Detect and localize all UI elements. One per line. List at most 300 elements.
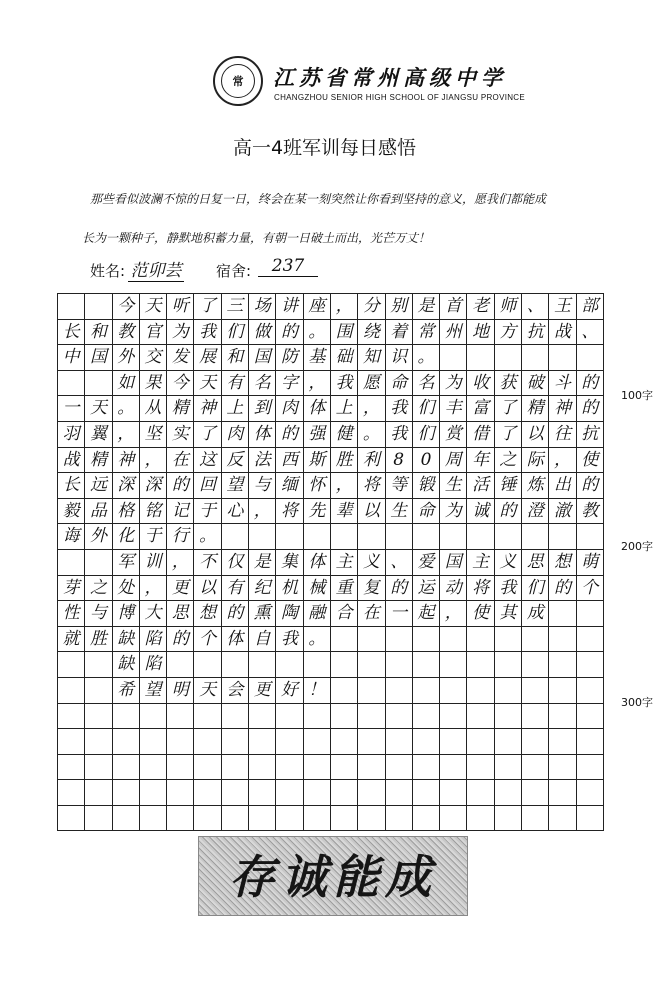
essay-cell: 希	[113, 678, 140, 704]
essay-cell	[467, 729, 494, 755]
essay-cell: 的	[577, 371, 604, 397]
essay-cell	[304, 729, 331, 755]
essay-cell: 生	[440, 473, 467, 499]
essay-cell: 在	[358, 601, 385, 627]
essay-cell: 将	[358, 473, 385, 499]
essay-cell: 毅	[58, 499, 85, 525]
essay-cell: 天	[194, 678, 221, 704]
essay-cell	[113, 755, 140, 781]
essay-cell: 王	[549, 294, 576, 320]
essay-cell: 起	[413, 601, 440, 627]
essay-cell	[413, 627, 440, 653]
essay-cell	[522, 780, 549, 806]
essay-cell: 是	[413, 294, 440, 320]
essay-cell: 个	[577, 576, 604, 602]
essay-cell: 运	[413, 576, 440, 602]
essay-cell	[276, 704, 303, 730]
essay-cell: 体	[222, 627, 249, 653]
essay-cell	[467, 704, 494, 730]
essay-cell: 陷	[140, 627, 167, 653]
essay-cell	[140, 755, 167, 781]
essay-cell	[304, 524, 331, 550]
essay-cell: 为	[440, 371, 467, 397]
essay-cell: 将	[276, 499, 303, 525]
essay-cell	[549, 627, 576, 653]
essay-cell	[358, 627, 385, 653]
essay-cell: 国	[440, 550, 467, 576]
essay-cell	[577, 806, 604, 832]
essay-cell	[495, 345, 522, 371]
essay-cell: 的	[386, 576, 413, 602]
essay-cell: 8	[386, 448, 413, 474]
essay-cell: 辈	[331, 499, 358, 525]
word-counter-200: 200字	[621, 540, 653, 553]
essay-cell: 的	[222, 601, 249, 627]
essay-cell: 成	[522, 601, 549, 627]
essay-cell: 命	[386, 371, 413, 397]
essay-cell: 反	[222, 448, 249, 474]
essay-cell: 首	[440, 294, 467, 320]
essay-cell: 天	[140, 294, 167, 320]
essay-cell: 纪	[249, 576, 276, 602]
essay-cell: 神	[194, 396, 221, 422]
essay-cell	[85, 294, 112, 320]
essay-cell	[577, 729, 604, 755]
essay-cell	[413, 524, 440, 550]
essay-cell: 的	[167, 473, 194, 499]
essay-cell	[331, 627, 358, 653]
essay-cell	[249, 806, 276, 832]
essay-cell: 合	[331, 601, 358, 627]
essay-cell: 行	[167, 524, 194, 550]
essay-cell	[495, 729, 522, 755]
essay-cell: 今	[167, 371, 194, 397]
essay-cell: 于	[194, 499, 221, 525]
essay-cell: 以	[522, 422, 549, 448]
essay-cell: 将	[467, 576, 494, 602]
essay-cell: 使	[577, 448, 604, 474]
essay-cell	[495, 678, 522, 704]
essay-cell	[386, 524, 413, 550]
essay-cell: 诲	[58, 524, 85, 550]
essay-cell: 陶	[276, 601, 303, 627]
essay-cell: ，	[249, 499, 276, 525]
school-name-cn: 江苏省常州高级中学	[273, 65, 507, 90]
essay-cell	[85, 704, 112, 730]
essay-cell	[577, 652, 604, 678]
essay-cell: 们	[413, 396, 440, 422]
student-info	[90, 256, 350, 286]
essay-cell: 远	[85, 473, 112, 499]
essay-cell: 之	[495, 448, 522, 474]
essay-cell	[276, 729, 303, 755]
essay-cell: 萌	[577, 550, 604, 576]
essay-cell: 外	[113, 345, 140, 371]
essay-cell	[440, 652, 467, 678]
essay-cell: 名	[413, 371, 440, 397]
essay-cell: 为	[440, 499, 467, 525]
essay-cell: 我	[386, 422, 413, 448]
essay-cell: 怀	[304, 473, 331, 499]
essay-cell	[522, 806, 549, 832]
essay-cell	[522, 755, 549, 781]
essay-cell: 的	[549, 576, 576, 602]
essay-cell: 知	[358, 345, 385, 371]
essay-cell: 国	[85, 345, 112, 371]
essay-cell	[386, 780, 413, 806]
essay-cell	[495, 755, 522, 781]
essay-cell: 机	[276, 576, 303, 602]
essay-cell: 强	[304, 422, 331, 448]
essay-cell: 战	[549, 320, 576, 346]
essay-cell: 于	[140, 524, 167, 550]
essay-cell	[194, 755, 221, 781]
calligraphy-stamp	[198, 836, 468, 916]
essay-cell	[140, 806, 167, 832]
essay-cell	[495, 806, 522, 832]
essay-cell	[276, 755, 303, 781]
essay-cell: 的	[276, 422, 303, 448]
essay-cell	[577, 755, 604, 781]
essay-cell	[113, 729, 140, 755]
essay-cell: 绕	[358, 320, 385, 346]
essay-cell: 抗	[522, 320, 549, 346]
essay-cell: 和	[85, 320, 112, 346]
essay-cell: 心	[222, 499, 249, 525]
essay-cell	[467, 678, 494, 704]
essay-cell: ，	[549, 448, 576, 474]
essay-cell: 的	[167, 627, 194, 653]
essay-cell	[167, 729, 194, 755]
essay-cell: 我	[194, 320, 221, 346]
dorm-label: 宿舍:	[216, 262, 252, 280]
essay-cell: 爱	[413, 550, 440, 576]
essay-cell: ，	[304, 371, 331, 397]
essay-cell: ，	[440, 601, 467, 627]
essay-cell	[440, 755, 467, 781]
essay-cell: 长	[58, 320, 85, 346]
essay-cell: 格	[113, 499, 140, 525]
essay-cell: 教	[113, 320, 140, 346]
essay-cell	[549, 524, 576, 550]
essay-cell: ，	[331, 294, 358, 320]
essay-cell	[358, 729, 385, 755]
essay-cell: 了	[194, 422, 221, 448]
essay-cell: 精	[522, 396, 549, 422]
essay-cell	[85, 806, 112, 832]
essay-cell: 性	[58, 601, 85, 627]
essay-cell: 生	[386, 499, 413, 525]
essay-cell	[85, 729, 112, 755]
essay-cell: 了	[495, 396, 522, 422]
essay-cell: 一	[58, 396, 85, 422]
essay-cell: 命	[413, 499, 440, 525]
essay-cell: 如	[113, 371, 140, 397]
essay-cell: 三	[222, 294, 249, 320]
essay-cell	[304, 755, 331, 781]
essay-cell: 缅	[276, 473, 303, 499]
essay-cell: 实	[167, 422, 194, 448]
essay-cell	[358, 780, 385, 806]
essay-cell	[304, 780, 331, 806]
essay-cell	[331, 755, 358, 781]
essay-cell: 就	[58, 627, 85, 653]
essay-cell	[222, 652, 249, 678]
essay-cell	[522, 627, 549, 653]
essay-cell	[58, 652, 85, 678]
essay-cell: 有	[222, 371, 249, 397]
essay-cell: 缺	[113, 627, 140, 653]
essay-cell	[495, 780, 522, 806]
essay-cell	[549, 780, 576, 806]
essay-cell: 深	[140, 473, 167, 499]
essay-cell: 为	[167, 320, 194, 346]
essay-cell	[549, 601, 576, 627]
essay-cell: 往	[549, 422, 576, 448]
essay-cell	[140, 780, 167, 806]
essay-cell	[58, 704, 85, 730]
essay-cell	[522, 729, 549, 755]
essay-cell	[85, 371, 112, 397]
essay-cell: 州	[440, 320, 467, 346]
essay-cell	[386, 806, 413, 832]
essay-cell	[58, 294, 85, 320]
essay-cell: 会	[222, 678, 249, 704]
essay-cell: 在	[167, 448, 194, 474]
essay-cell: 。	[194, 524, 221, 550]
page-title: 高一4班军训每日感悟	[232, 137, 417, 159]
essay-cell	[386, 755, 413, 781]
essay-cell: 神	[549, 396, 576, 422]
essay-cell: 活	[467, 473, 494, 499]
essay-cell: 等	[386, 473, 413, 499]
essay-cell	[58, 371, 85, 397]
essay-cell: 处	[113, 576, 140, 602]
essay-cell: 之	[85, 576, 112, 602]
essay-cell	[386, 652, 413, 678]
essay-cell: 健	[331, 422, 358, 448]
essay-cell: 愿	[358, 371, 385, 397]
essay-cell: 、	[577, 320, 604, 346]
essay-cell	[358, 524, 385, 550]
essay-cell	[331, 704, 358, 730]
essay-cell	[249, 780, 276, 806]
essay-cell	[467, 806, 494, 832]
essay-cell	[467, 780, 494, 806]
essay-cell: 精	[85, 448, 112, 474]
essay-cell	[440, 806, 467, 832]
essay-cell	[577, 678, 604, 704]
essay-cell	[413, 652, 440, 678]
essay-cell: 体	[304, 550, 331, 576]
essay-cell: 础	[331, 345, 358, 371]
essay-cell	[58, 780, 85, 806]
essay-cell	[331, 806, 358, 832]
essay-cell: 更	[167, 576, 194, 602]
essay-cell	[194, 729, 221, 755]
essay-cell	[577, 627, 604, 653]
essay-cell: 中	[58, 345, 85, 371]
essay-cell	[522, 524, 549, 550]
word-counter-100: 100字	[621, 389, 653, 402]
essay-cell: 们	[522, 576, 549, 602]
essay-cell: ，	[331, 473, 358, 499]
essay-cell: 基	[304, 345, 331, 371]
essay-cell	[522, 678, 549, 704]
essay-cell: 分	[358, 294, 385, 320]
essay-cell: 炼	[522, 473, 549, 499]
essay-cell: 地	[467, 320, 494, 346]
essay-cell: 诚	[467, 499, 494, 525]
essay-cell: 果	[140, 371, 167, 397]
essay-cell: 化	[113, 524, 140, 550]
essay-cell	[222, 780, 249, 806]
essay-cell	[522, 345, 549, 371]
essay-cell	[440, 704, 467, 730]
essay-cell: 个	[194, 627, 221, 653]
essay-cell	[222, 704, 249, 730]
essay-cell	[467, 524, 494, 550]
essay-cell	[358, 704, 385, 730]
essay-cell	[549, 678, 576, 704]
essay-cell: 好	[276, 678, 303, 704]
essay-cell	[577, 524, 604, 550]
essay-cell: 做	[249, 320, 276, 346]
essay-cell: 仅	[222, 550, 249, 576]
essay-cell	[276, 806, 303, 832]
essay-cell: 富	[467, 396, 494, 422]
essay-cell: 一	[386, 601, 413, 627]
essay-cell: 是	[249, 550, 276, 576]
essay-cell	[577, 345, 604, 371]
essay-cell	[167, 652, 194, 678]
essay-cell	[113, 806, 140, 832]
essay-cell: 不	[194, 550, 221, 576]
essay-cell: 字	[276, 371, 303, 397]
essay-cell: 体	[304, 396, 331, 422]
essay-cell: 义	[495, 550, 522, 576]
essay-cell	[522, 704, 549, 730]
school-name-en: CHANGZHOU SENIOR HIGH SCHOOL OF JIANGSU PROVINCE	[274, 93, 526, 102]
essay-cell	[440, 729, 467, 755]
essay-cell: 这	[194, 448, 221, 474]
essay-cell	[440, 780, 467, 806]
essay-cell: 肉	[276, 396, 303, 422]
essay-cell: ，	[358, 396, 385, 422]
essay-cell	[194, 806, 221, 832]
essay-cell	[85, 678, 112, 704]
essay-cell: 澄	[522, 499, 549, 525]
essay-cell: 、	[386, 550, 413, 576]
essay-cell	[549, 806, 576, 832]
essay-cell	[249, 524, 276, 550]
essay-cell: 复	[358, 576, 385, 602]
essay-cell: 场	[249, 294, 276, 320]
essay-cell: 自	[249, 627, 276, 653]
essay-cell: 听	[167, 294, 194, 320]
essay-cell: 围	[331, 320, 358, 346]
essay-cell: 发	[167, 345, 194, 371]
essay-cell: 的	[577, 396, 604, 422]
intro-line-2: 长为一颗种子，静默地积蓄力量，有朝一日破土而出，光芒万丈！	[82, 231, 431, 245]
essay-cell	[249, 704, 276, 730]
essay-cell: ，	[167, 550, 194, 576]
essay-cell: 际	[522, 448, 549, 474]
essay-cell: 今	[113, 294, 140, 320]
essay-cell	[440, 627, 467, 653]
essay-cell	[222, 806, 249, 832]
essay-cell: 丰	[440, 396, 467, 422]
essay-cell: 胜	[85, 627, 112, 653]
essay-cell	[276, 780, 303, 806]
essay-cell: 破	[522, 371, 549, 397]
essay-cell: 记	[167, 499, 194, 525]
essay-cell	[413, 704, 440, 730]
essay-cell: 方	[495, 320, 522, 346]
essay-cell: 出	[549, 473, 576, 499]
essay-cell: 教	[577, 499, 604, 525]
dorm-value: 237	[258, 256, 318, 277]
essay-cell: 部	[577, 294, 604, 320]
essay-cell	[467, 652, 494, 678]
essay-cell	[276, 652, 303, 678]
essay-cell	[440, 345, 467, 371]
essay-cell	[85, 780, 112, 806]
essay-cell: 交	[140, 345, 167, 371]
essay-cell: 0	[413, 448, 440, 474]
essay-cell: 官	[140, 320, 167, 346]
school-seal-logo	[213, 56, 263, 106]
essay-cell: 我	[495, 576, 522, 602]
essay-cell	[577, 601, 604, 627]
essay-cell: 明	[167, 678, 194, 704]
essay-cell: 坚	[140, 422, 167, 448]
essay-cell: 识	[386, 345, 413, 371]
essay-cell	[331, 729, 358, 755]
essay-cell: 主	[467, 550, 494, 576]
essay-cell	[167, 755, 194, 781]
essay-cell	[413, 729, 440, 755]
intro-line-1: 那些看似波澜不惊的日复一日，终会在某一刻突然让你看到坚持的意义，愿我们都能成	[90, 192, 547, 206]
essay-cell: 缺	[113, 652, 140, 678]
essay-cell: 回	[194, 473, 221, 499]
word-counter-300: 300字	[621, 696, 653, 709]
essay-cell	[467, 627, 494, 653]
essay-cell	[167, 704, 194, 730]
essay-cell	[440, 678, 467, 704]
essay-cell	[304, 652, 331, 678]
essay-cell	[222, 524, 249, 550]
essay-cell	[467, 755, 494, 781]
essay-cell	[358, 806, 385, 832]
essay-cell	[577, 704, 604, 730]
essay-cell: 别	[386, 294, 413, 320]
essay-cell	[549, 755, 576, 781]
essay-cell: 熏	[249, 601, 276, 627]
name-label: 姓名:	[90, 262, 126, 280]
essay-cell: 以	[194, 576, 221, 602]
essay-cell	[304, 806, 331, 832]
essay-cell: 重	[331, 576, 358, 602]
essay-cell	[58, 729, 85, 755]
essay-cell: 集	[276, 550, 303, 576]
essay-cell: 铭	[140, 499, 167, 525]
essay-cell: 想	[194, 601, 221, 627]
essay-cell	[495, 704, 522, 730]
essay-cell	[222, 729, 249, 755]
essay-cell: 其	[495, 601, 522, 627]
essay-cell: 更	[249, 678, 276, 704]
